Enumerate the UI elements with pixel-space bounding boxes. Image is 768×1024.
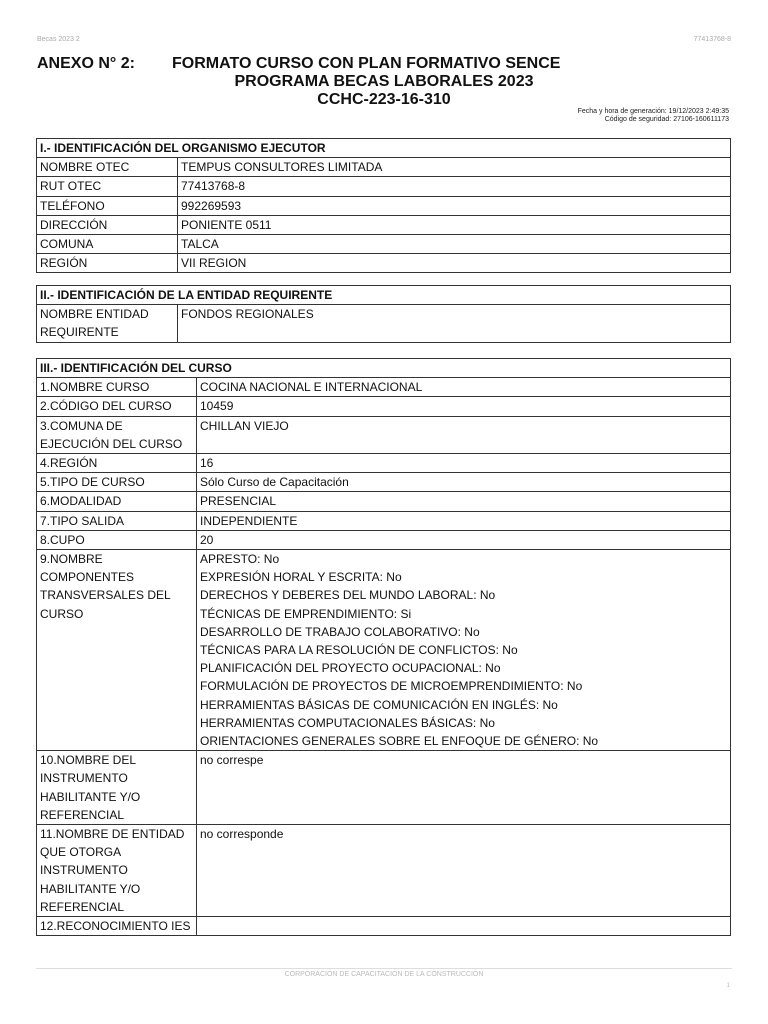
component-item: TÉCNICAS PARA LA RESOLUCIÓN DE CONFLICTOS: No	[200, 643, 518, 658]
row-label: 11.NOMBRE DE ENTIDAD QUE OTORGA INSTRUMENTO HABILITANTE Y/O REFERENCIAL	[37, 825, 197, 917]
row-label: 2.CÓDIGO DEL CURSO	[37, 397, 197, 416]
table-row	[37, 235, 731, 254]
executor-table	[36, 138, 731, 273]
row-value: 20	[197, 530, 731, 549]
table-row	[37, 177, 731, 196]
table-row	[37, 473, 731, 492]
page-number: 1	[726, 983, 730, 989]
page-header	[37, 36, 731, 46]
row-value: Sólo Curso de Capacitación	[197, 473, 731, 492]
table-row	[37, 454, 731, 473]
generation-date: Fecha y hora de generación: 19/12/2023 2:49:35	[577, 108, 729, 115]
row-label: 1.NOMBRE CURSO	[37, 378, 197, 397]
table-row	[37, 254, 731, 273]
row-value: 77413768-8	[178, 177, 731, 196]
component-item: EXPRESIÓN HORAL Y ESCRITA: No	[200, 570, 402, 585]
row-value	[197, 917, 731, 936]
table-row	[37, 917, 731, 936]
row-label: REGIÓN	[37, 254, 178, 273]
row-label: 4.REGIÓN	[37, 454, 197, 473]
row-label: DIRECCIÓN	[37, 215, 178, 234]
row-label: 9.NOMBRE COMPONENTES TRANSVERSALES DEL CURSO	[37, 550, 197, 751]
table-row	[37, 825, 731, 917]
row-value: 10459	[197, 397, 731, 416]
course-table	[36, 358, 731, 936]
row-value: TEMPUS CONSULTORES LIMITADA	[178, 158, 731, 177]
header-right: 77413768-8	[693, 36, 731, 43]
table-row	[37, 416, 731, 453]
row-label: NOMBRE ENTIDAD REQUIRENTE	[37, 305, 178, 342]
component-item: FORMULACIÓN DE PROYECTOS DE MICROEMPRENDIMIENTO: No	[200, 679, 583, 694]
component-item: ORIENTACIONES GENERALES SOBRE EL ENFOQUE DE GÉNERO: No	[200, 734, 599, 749]
section-title: III.- IDENTIFICACIÓN DEL CURSO	[37, 359, 731, 378]
table-row	[37, 492, 731, 511]
row-label: 3.COMUNA DE EJECUCIÓN DEL CURSO	[37, 416, 197, 453]
row-value: no correspe	[197, 751, 731, 825]
section-title: I.- IDENTIFICACIÓN DEL ORGANISMO EJECUTOR	[37, 139, 731, 158]
component-item: PLANIFICACIÓN DEL PROYECTO OCUPACIONAL: No	[200, 661, 501, 676]
component-item: TÉCNICAS DE EMPRENDIMIENTO: Si	[200, 606, 412, 621]
annex-label: ANEXO N° 2:	[37, 55, 135, 72]
row-value: FONDOS REGIONALES	[178, 305, 731, 342]
table-row	[37, 511, 731, 530]
component-item: HERRAMIENTAS COMPUTACIONALES BÁSICAS: No	[200, 715, 495, 730]
table-row	[37, 196, 731, 215]
row-label: NOMBRE OTEC	[37, 158, 178, 177]
row-label: RUT OTEC	[37, 177, 178, 196]
row-value: TALCA	[178, 235, 731, 254]
page-footer: CORPORACIÓN DE CAPACITACIÓN DE LA CONSTRUCCIÓN	[284, 971, 484, 978]
table-row	[37, 397, 731, 416]
section-title: II.- IDENTIFICACIÓN DE LA ENTIDAD REQUIRENTE	[37, 286, 731, 305]
generation-meta	[578, 108, 729, 124]
requiring-entity-table	[36, 285, 731, 343]
component-item: HERRAMIENTAS BÁSICAS DE COMUNICACIÓN EN INGLÉS: No	[200, 697, 558, 712]
row-label: 8.CUPO	[37, 530, 197, 549]
row-label: 10.NOMBRE DEL INSTRUMENTO HABILITANTE Y/O REFERENCIAL	[37, 751, 197, 825]
footer-divider	[36, 968, 732, 969]
row-value: COCINA NACIONAL E INTERNACIONAL	[197, 378, 731, 397]
table-row	[37, 550, 731, 751]
title-line-2: PROGRAMA BECAS LABORALES 2023	[234, 73, 534, 90]
row-value: 16	[197, 454, 731, 473]
title-line-1: FORMATO CURSO CON PLAN FORMATIVO SENCE	[172, 55, 561, 72]
title-line-3: CCHC-223-16-310	[317, 91, 451, 108]
row-value: PONIENTE 0511	[178, 215, 731, 234]
row-label: 5.TIPO DE CURSO	[37, 473, 197, 492]
header-left: Becas 2023 2	[37, 36, 80, 43]
table-row	[37, 305, 731, 342]
row-value: no corresponde	[197, 825, 731, 917]
component-item: APRESTO: No	[200, 552, 280, 567]
components-list	[197, 550, 731, 751]
row-value: 992269593	[178, 196, 731, 215]
table-row	[37, 530, 731, 549]
table-row	[37, 215, 731, 234]
row-label: TELÉFONO	[37, 196, 178, 215]
row-label: 12.RECONOCIMIENTO IES	[37, 917, 197, 936]
table-row	[37, 158, 731, 177]
row-value: CHILLAN VIEJO	[197, 416, 731, 453]
component-item: DESARROLLO DE TRABAJO COLABORATIVO: No	[200, 624, 480, 639]
table-row	[37, 751, 731, 825]
security-code: Código de seguridad: 27106-160611173	[604, 116, 729, 123]
row-value: VII REGION	[178, 254, 731, 273]
table-row	[37, 378, 731, 397]
row-value: PRESENCIAL	[197, 492, 731, 511]
row-value: INDEPENDIENTE	[197, 511, 731, 530]
row-label: 6.MODALIDAD	[37, 492, 197, 511]
row-label: 7.TIPO SALIDA	[37, 511, 197, 530]
row-label: COMUNA	[37, 235, 178, 254]
component-item: DERECHOS Y DEBERES DEL MUNDO LABORAL: No	[200, 588, 496, 603]
